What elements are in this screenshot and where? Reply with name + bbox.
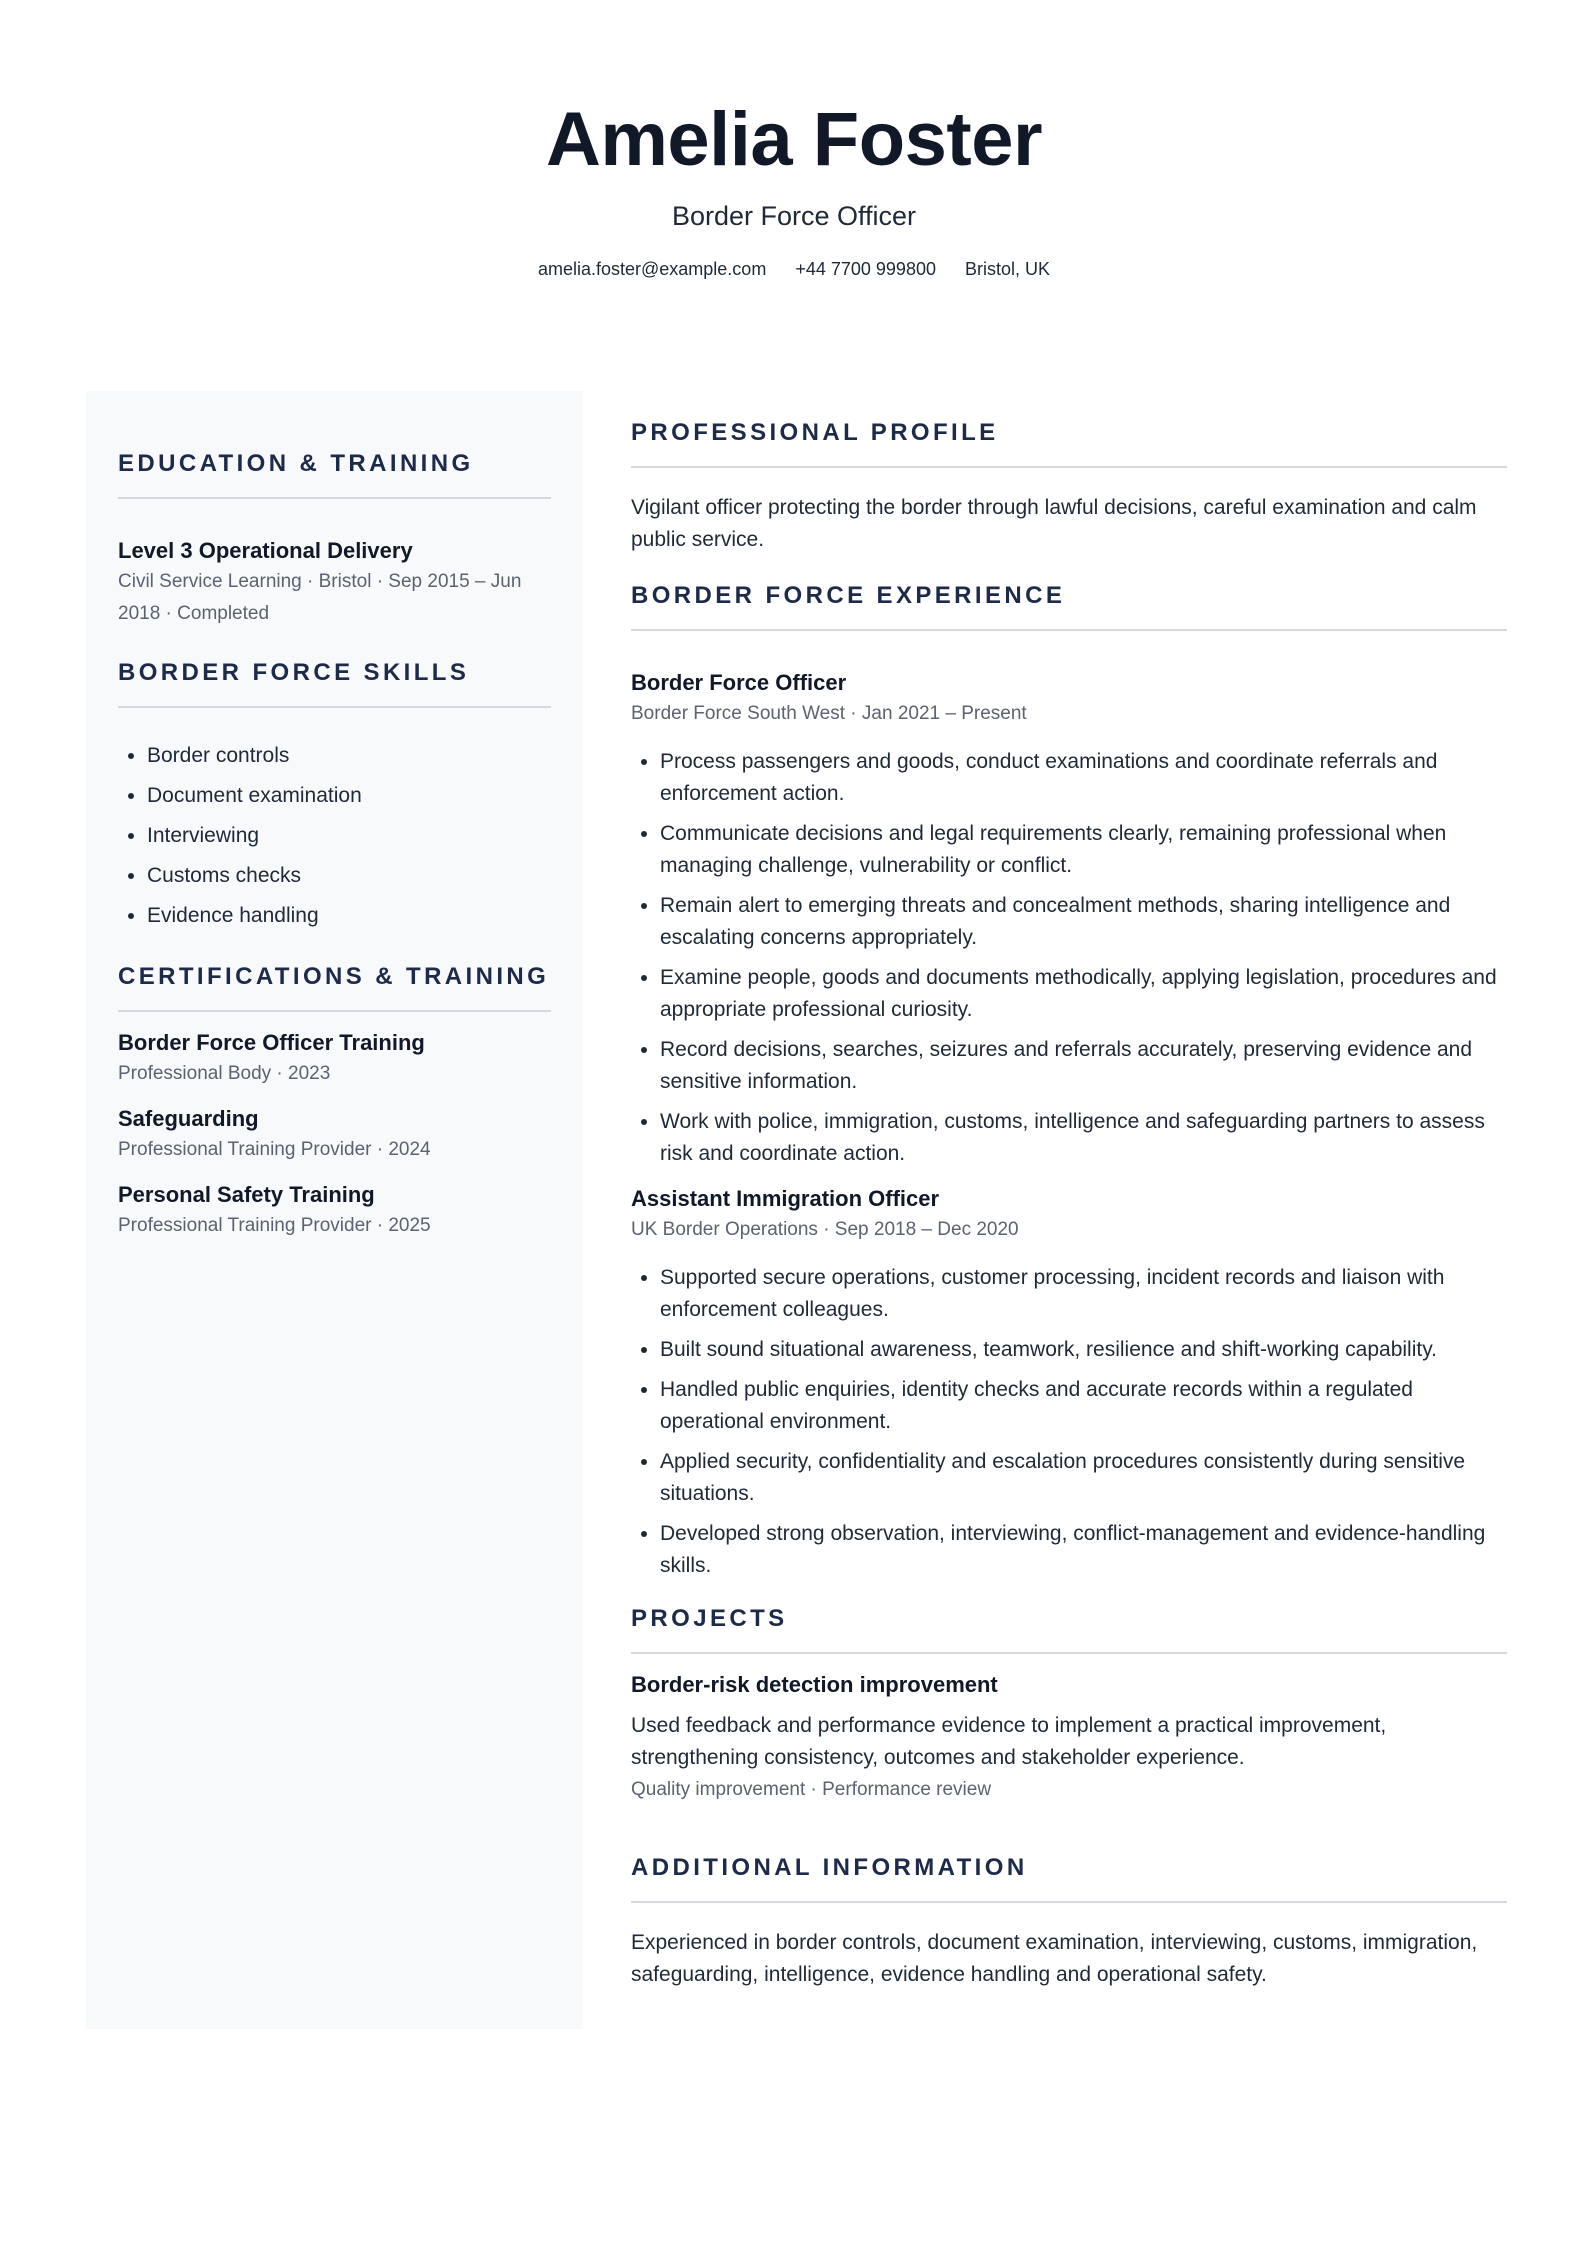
- list-item: • Built sound situational awareness, teamwork, resilience and shift-working capability.: [660, 1334, 1507, 1366]
- job-entry: [631, 1184, 1507, 1582]
- list-item: • Examine people, goods and documents methodically, applying legislation, procedures and appropriate professional curiosity.: [660, 962, 1507, 1026]
- list-item: • Interviewing: [147, 816, 551, 856]
- list-item: • Developed strong observation, interviewing, conflict-management and evidence-handling skills.: [660, 1518, 1507, 1582]
- list-item: • Applied security, confidentiality and escalation procedures consistently during sensitive situations.: [660, 1446, 1507, 1510]
- projects-section: [631, 1604, 1507, 1806]
- skills-section: [118, 658, 551, 936]
- cert-item: [118, 1180, 551, 1242]
- job-meta: UK Border Operations · Sep 2018 – Dec 2020: [631, 1219, 1019, 1240]
- certifications-heading: CERTIFICATIONS & TRAINING: [118, 962, 551, 1012]
- additional-heading: ADDITIONAL INFORMATION: [631, 1853, 1507, 1903]
- additional-section: [631, 1853, 1507, 1991]
- profile-section: [631, 391, 1507, 556]
- project-meta: Quality improvement · Performance review: [631, 1779, 992, 1800]
- list-item: • Work with police, immigration, customs, intelligence and safeguarding partners to assess risk and coordinate action.: [660, 1106, 1507, 1170]
- certifications-section: [118, 962, 551, 1242]
- candidate-name: Amelia Foster: [545, 97, 1043, 182]
- list-item: • Document examination: [147, 776, 551, 816]
- list-item: • Evidence handling: [147, 896, 551, 936]
- job-entry: [631, 668, 1507, 1170]
- job-title: Assistant Immigration Officer: [631, 1186, 940, 1211]
- candidate-role: Border Force Officer: [671, 201, 917, 231]
- list-item: • Border controls: [147, 736, 551, 776]
- cert-item: [118, 1104, 551, 1166]
- list-item: • Supported secure operations, customer processing, incident records and liaison with enforcement colleagues.: [660, 1262, 1507, 1326]
- sidebar: [86, 391, 583, 2029]
- resume-header: [0, 95, 1588, 281]
- contact-email[interactable]: amelia.foster@example.com: [537, 259, 767, 279]
- project-text: Used feedback and performance evidence to implement a practical improvement, strengthening consistency, outcomes and stakeholder experience.: [631, 1714, 1387, 1769]
- contact-line: [0, 257, 1588, 281]
- list-item: • Customs checks: [147, 856, 551, 896]
- cert-meta: Professional Body · 2023: [118, 1063, 331, 1084]
- contact-phone[interactable]: +44 7700 999800: [795, 259, 936, 279]
- cert-title: Border Force Officer Training: [118, 1030, 425, 1055]
- contact-location: Bristol, UK: [965, 259, 1051, 279]
- list-item: • Process passengers and goods, conduct examinations and coordinate referrals and enforcement action.: [660, 746, 1507, 810]
- main-column: [631, 391, 1507, 1991]
- cert-title: Safeguarding: [118, 1106, 259, 1131]
- job-meta: Border Force South West · Jan 2021 – Present: [631, 703, 1027, 724]
- skills-heading: BORDER FORCE SKILLS: [118, 658, 551, 708]
- education-section: [118, 449, 551, 630]
- skills-list: [118, 736, 551, 936]
- cert-item: [118, 1028, 551, 1090]
- education-item-meta: Civil Service Learning · Bristol · Sep 2015 – Jun 2018 · Completed: [118, 571, 522, 624]
- list-item: • Remain alert to emerging threats and concealment methods, sharing intelligence and escalating concerns appropriately.: [660, 890, 1507, 954]
- list-item: • Handled public enquiries, identity checks and accurate records within a regulated operational environment.: [660, 1374, 1507, 1438]
- list-item: • Communicate decisions and legal requirements clearly, remaining professional when managing challenge, vulnerability or conflict.: [660, 818, 1507, 882]
- education-item-title: Level 3 Operational Delivery: [118, 538, 413, 563]
- additional-text: Experienced in border controls, document examination, interviewing, customs, immigration, safeguarding, intelligence, evidence handling and operational safety.: [631, 1931, 1478, 1986]
- cert-title: Personal Safety Training: [118, 1182, 375, 1207]
- list-item: • Record decisions, searches, seizures and referrals accurately, preserving evidence and sensitive information.: [660, 1034, 1507, 1098]
- cert-meta: Professional Training Provider · 2024: [118, 1139, 431, 1160]
- job-title: Border Force Officer: [631, 670, 847, 695]
- job-bullets: [631, 746, 1507, 1170]
- projects-heading: PROJECTS: [631, 1604, 1507, 1654]
- job-bullets: [631, 1262, 1507, 1582]
- cert-meta: Professional Training Provider · 2025: [118, 1215, 431, 1236]
- experience-heading: BORDER FORCE EXPERIENCE: [631, 581, 1507, 631]
- experience-section: [631, 581, 1507, 1582]
- profile-heading: PROFESSIONAL PROFILE: [631, 418, 1507, 468]
- project-title: Border-risk detection improvement: [631, 1672, 998, 1697]
- profile-text: Vigilant officer protecting the border through lawful decisions, careful examination and calm public service.: [631, 496, 1477, 551]
- education-heading: EDUCATION & TRAINING: [118, 449, 551, 499]
